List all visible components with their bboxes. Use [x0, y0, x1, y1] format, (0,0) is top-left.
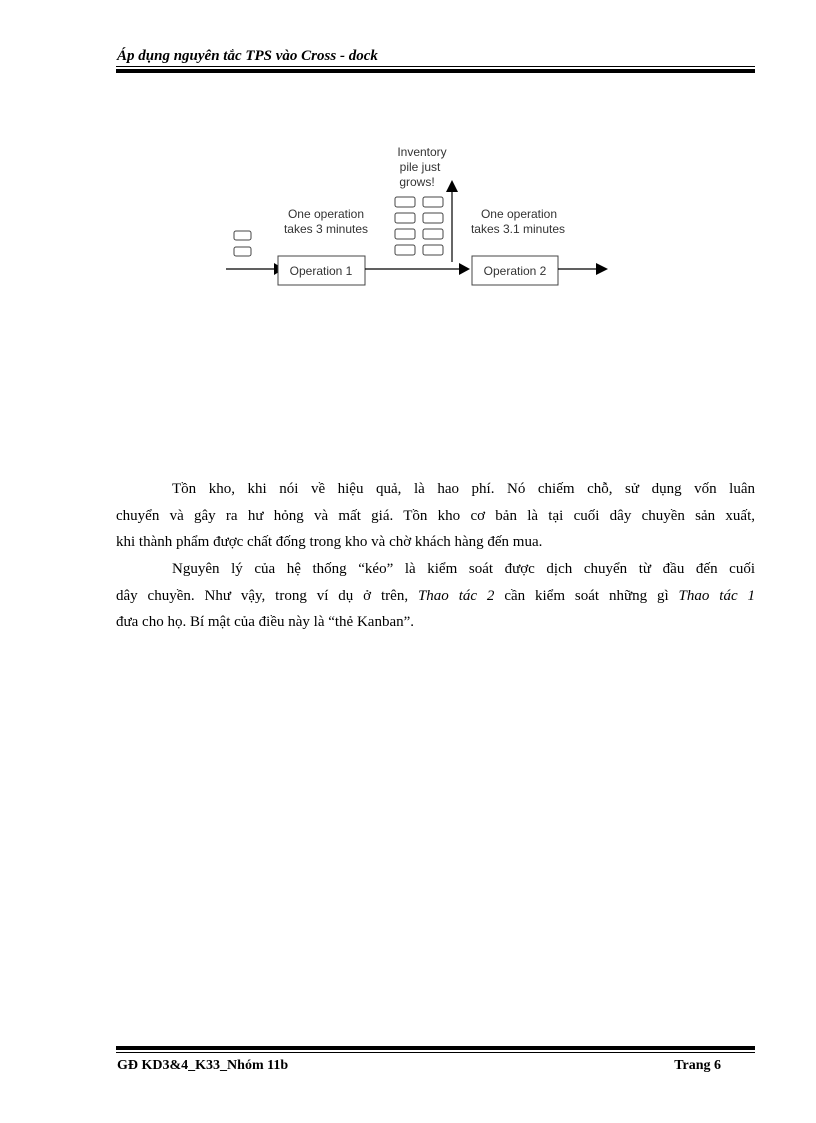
op1-caption-line2: takes 3 minutes — [283, 222, 369, 236]
inventory-item — [423, 213, 443, 223]
paragraph-2-line-2-text-b: cần kiểm soát những gì — [494, 587, 679, 604]
footer-page-number: Trang 6 — [674, 1058, 721, 1073]
push-system-diagram — [226, 140, 616, 295]
operation-1-label: Operation 1 — [289, 264, 353, 278]
footer-rule-thin — [116, 1052, 755, 1053]
paragraph-2-line-2 — [116, 583, 755, 610]
header-rule-thin — [116, 66, 755, 67]
op2-caption-line1: One operation — [480, 207, 558, 221]
queue-item — [234, 247, 251, 256]
footer-group-label: GĐ KD3&4_K33_Nhóm 11b — [117, 1058, 289, 1073]
inventory-item — [395, 245, 415, 255]
inventory-label-line1: Inventory — [397, 145, 447, 159]
inventory-item — [423, 229, 443, 239]
term-thao-tac-1: Thao tác 1 — [678, 587, 755, 604]
connector-arrow-head — [459, 263, 470, 275]
inventory-item — [395, 197, 415, 207]
growth-arrow-head — [446, 180, 458, 192]
inventory-item — [395, 229, 415, 239]
output-arrow-head — [596, 263, 608, 275]
inventory-item — [395, 213, 415, 223]
queue-item — [234, 231, 251, 240]
header-rule-thick — [116, 69, 755, 73]
inventory-item — [423, 245, 443, 255]
input-queue — [234, 231, 251, 256]
paragraph-2-line-3: đưa cho họ. Bí mật của điều này là “thẻ Kanban”. — [116, 614, 415, 630]
inventory-label-line2: pile just — [399, 160, 441, 174]
paragraph-1-line-1: Tồn kho, khi nói về hiệu quả, là hao phí. Nó chiếm chỗ, sử dụng vốn luân — [172, 481, 755, 497]
paragraph-2 — [116, 556, 755, 636]
paragraph-2-line-2-text-a: dây chuyền. Như vậy, trong ví dụ ở trên, — [116, 587, 418, 604]
page-header-title: Áp dụng nguyên tắc TPS vào Cross - dock — [117, 48, 378, 64]
footer-rule-thick — [116, 1046, 755, 1050]
paragraph-2-line-1: Nguyên lý của hệ thống “kéo” là kiểm soát được dịch chuyển từ đầu đến cuối — [172, 561, 755, 577]
op1-caption-line1: One operation — [287, 207, 365, 221]
paragraph-1-line-3: khi thành phẩm được chất đống trong kho và chờ khách hàng đến mua. — [116, 534, 543, 550]
inventory-pile — [395, 197, 443, 255]
paragraph-1-line-2: chuyển và gây ra hư hỏng và mất giá. Tồn kho cơ bản là tại cuối dây chuyền sản xuất, — [116, 507, 755, 524]
inventory-item — [423, 197, 443, 207]
term-thao-tac-2: Thao tác 2 — [417, 587, 495, 604]
paragraph-1 — [116, 476, 755, 556]
operation-2-label: Operation 2 — [483, 264, 547, 278]
op2-caption-line2: takes 3.1 minutes — [470, 222, 566, 236]
inventory-label-line3: grows! — [399, 175, 435, 189]
